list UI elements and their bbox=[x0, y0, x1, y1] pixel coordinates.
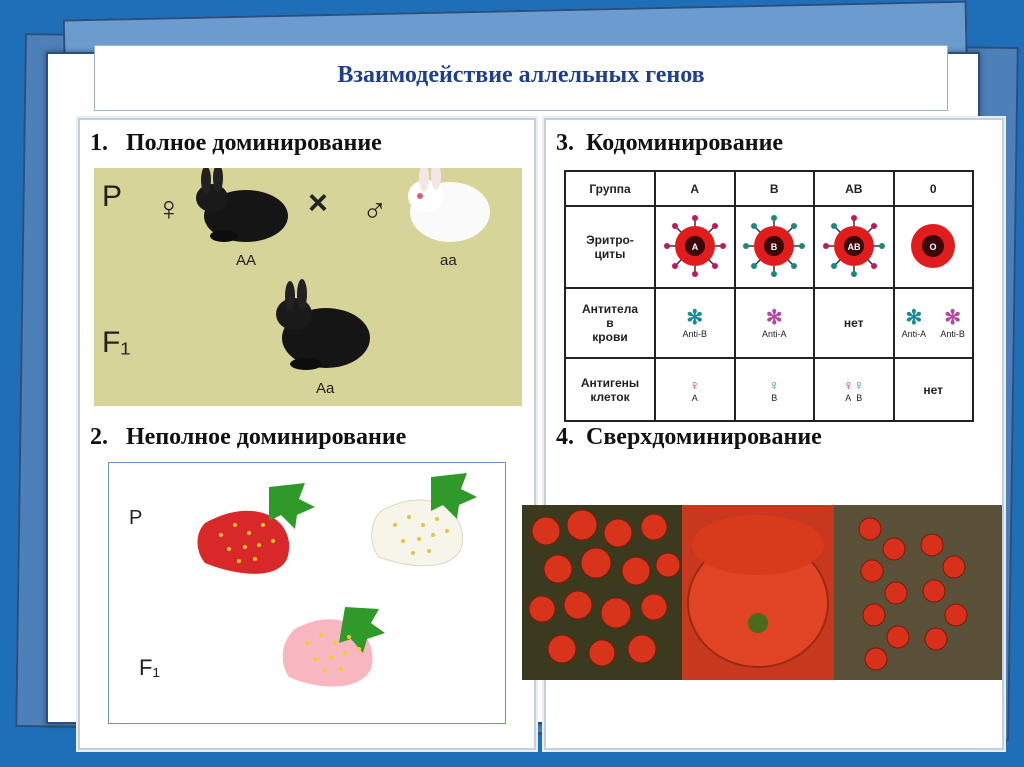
heading-complete-dominance: 1. Полное доминирование bbox=[90, 130, 382, 156]
antigen-label: A bbox=[845, 392, 852, 403]
strawberry-cross-illustration bbox=[108, 462, 506, 724]
antibody-label: Anti-A bbox=[761, 329, 787, 340]
table-header-AB: AB bbox=[814, 171, 894, 206]
p-generation-label: P bbox=[102, 180, 123, 213]
female-symbol: ♀ bbox=[156, 190, 182, 228]
tomatoes-drawing bbox=[522, 505, 1002, 680]
erythro-marker-AB: AB bbox=[847, 241, 861, 252]
table-header-A: A bbox=[655, 171, 735, 206]
blood-group-table bbox=[564, 170, 974, 422]
antibody-icon: ✻ bbox=[944, 307, 961, 330]
cell-erythro-A bbox=[655, 206, 735, 287]
table-header-0: 0 bbox=[894, 171, 974, 206]
antibody-icon: ✻ bbox=[905, 307, 923, 330]
antibody-label: Anti-B bbox=[940, 329, 965, 340]
f1-generation-label: F₁ bbox=[102, 326, 131, 359]
erythro-marker-B: B bbox=[771, 241, 778, 252]
antigen-label: B bbox=[856, 392, 863, 403]
cell-antigens-0: нет bbox=[894, 358, 974, 421]
tomatoes-photo bbox=[522, 505, 1002, 680]
rabbit-cross-illustration bbox=[94, 168, 522, 406]
erythro-marker-0: O bbox=[929, 241, 937, 252]
strawberries-drawing bbox=[109, 463, 505, 723]
black-rabbit-offspring bbox=[276, 279, 370, 370]
white-rabbit-parent bbox=[408, 168, 490, 242]
antigen-icon: ♀ bbox=[689, 376, 700, 393]
heading-incomplete-dominance: 2. Неполное доминирование bbox=[90, 424, 407, 450]
male-symbol: ♂ bbox=[362, 192, 388, 230]
row-label-erythrocytes: Эритро- циты bbox=[565, 206, 655, 287]
antigen-label: B bbox=[771, 392, 778, 403]
cross-symbol: × bbox=[308, 184, 328, 222]
antibody-label: Anti-A bbox=[901, 329, 927, 340]
slide-title: Взаимодействие аллельных генов bbox=[337, 62, 705, 88]
strawberry-p-label: P bbox=[129, 507, 143, 529]
cell-antigens-AB bbox=[814, 358, 894, 421]
rabbits-drawing bbox=[94, 168, 522, 406]
antigen-icon: ♀ bbox=[769, 376, 780, 393]
erythrocyte-A-icon bbox=[663, 214, 727, 278]
cell-erythro-B bbox=[735, 206, 815, 287]
white-strawberry bbox=[372, 473, 477, 566]
title-frame bbox=[94, 45, 948, 111]
antibody-label: Anti-B bbox=[682, 329, 707, 340]
cell-antibodies-A bbox=[655, 288, 735, 359]
genotype-AA-label: AA bbox=[236, 252, 257, 269]
strawberry-f1-label: F₁ bbox=[139, 655, 160, 680]
red-strawberry bbox=[198, 483, 316, 574]
antigen-icon: ♀ bbox=[853, 376, 865, 393]
row-label-antigens: Антигены клеток bbox=[565, 358, 655, 421]
cell-antigens-A bbox=[655, 358, 735, 421]
erythrocyte-B-icon bbox=[742, 214, 806, 278]
antigen-icon: ♀ bbox=[843, 376, 854, 393]
row-label-antibodies: Антитела в крови bbox=[565, 288, 655, 359]
table-header-B: B bbox=[735, 171, 815, 206]
heading-overdominance: 4. Сверхдоминирование bbox=[556, 424, 822, 450]
cell-erythro-0 bbox=[894, 206, 974, 287]
pink-strawberry bbox=[283, 607, 385, 687]
antibody-icon: ✻ bbox=[686, 307, 704, 330]
antigen-label: A bbox=[691, 392, 698, 403]
cell-antigens-B bbox=[735, 358, 815, 421]
erythro-marker-A: A bbox=[691, 241, 698, 252]
cell-antibodies-AB: нет bbox=[814, 288, 894, 359]
cell-antibodies-0 bbox=[894, 288, 974, 359]
erythrocyte-AB-icon bbox=[822, 214, 886, 278]
genotype-aa-label: aa bbox=[440, 252, 457, 269]
cell-erythro-AB bbox=[814, 206, 894, 287]
cell-antibodies-B bbox=[735, 288, 815, 359]
antibody-icon: ✻ bbox=[765, 307, 783, 330]
erythrocyte-0-icon bbox=[901, 214, 965, 278]
black-rabbit-parent bbox=[196, 168, 288, 242]
genotype-Aa-label: Aa bbox=[316, 380, 335, 397]
table-header-group: Группа bbox=[565, 171, 655, 206]
heading-codominance: 3. Кодоминирование bbox=[556, 130, 784, 156]
